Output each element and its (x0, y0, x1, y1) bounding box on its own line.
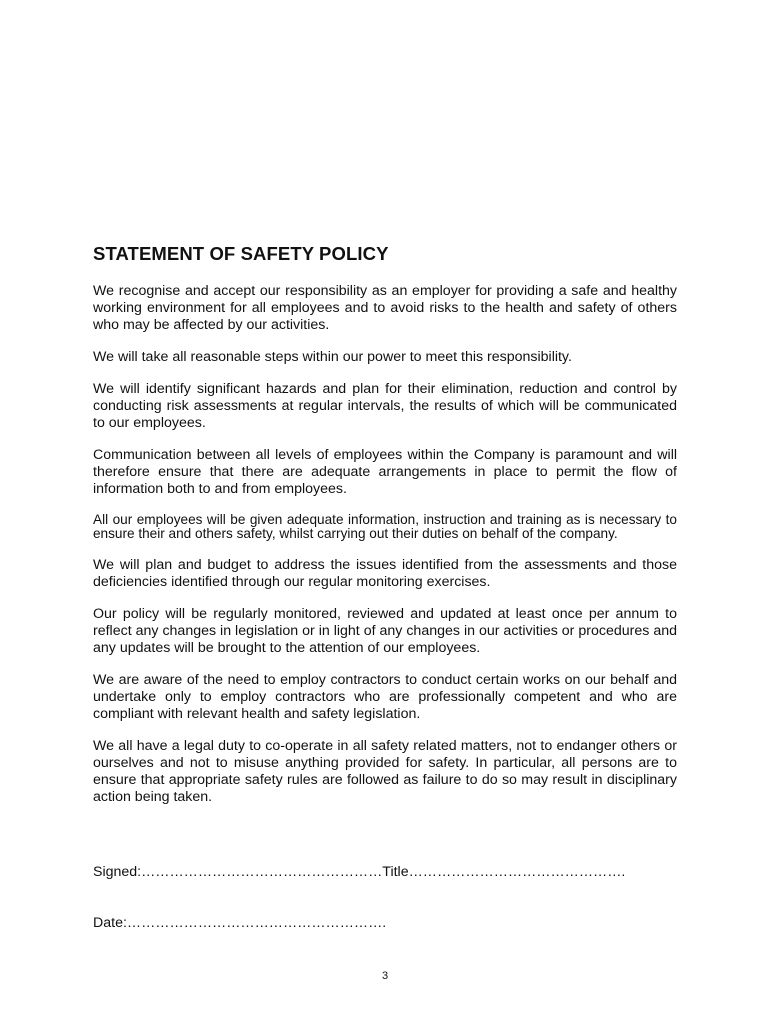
policy-body (93, 283, 677, 821)
paragraph-responsibility: We recognise and accept our responsibility as an employer for providing a safe and healthy working environment for all employees and to avoid risks to the health and safety of others who may be affected by our activities. (93, 283, 677, 333)
paragraph-monitoring: Our policy will be regularly monitored, reviewed and updated at least once per annum to reflect any changes in legislation or in light of any changes in our activities or procedures and any updates will be brought to the attention of our employees. (93, 605, 677, 656)
paragraph-budget: We will plan and budget to address the issues identified from the assessments and those deficiencies identified through our regular monitoring exercises. (93, 556, 677, 590)
document-title: STATEMENT OF SAFETY POLICY (93, 243, 389, 264)
paragraph-legal-duty: We all have a legal duty to co-operate in all safety related matters, not to endanger others or ourselves and not to misuse anything provided for safety. In particular, all persons are to ensure that appropriate safety rules are followed as failure to do so may result in disciplinary action being taken. (93, 737, 677, 805)
signed-title-line: Signed:……………………………………………Title………………………………………. (93, 864, 626, 880)
paragraph-training: All our employees will be given adequate information, instruction and training as is necessary to ensure their and others safety, whilst carrying out their duties on behalf of the company. (93, 512, 677, 542)
paragraph-hazards: We will identify significant hazards and plan for their elimination, reduction and control by conducting risk assessments at regular intervals, the results of which will be communicated to our employees. (93, 381, 677, 431)
paragraph-communication: Communication between all levels of employees within the Company is paramount and will therefore ensure that there are adequate arrangements in place to permit the flow of information both to and from employees. (93, 447, 677, 497)
page-number: 3 (381, 970, 389, 982)
paragraph-contractors: We are aware of the need to employ contractors to conduct certain works on our behalf and undertake only to employ contractors who are professionally competent and who are compliant with relevant health and safety legislation. (93, 671, 677, 722)
paragraph-reasonable-steps: We will take all reasonable steps within our power to meet this responsibility. (93, 349, 572, 365)
date-line: Date:………………………………………………. (93, 915, 387, 931)
